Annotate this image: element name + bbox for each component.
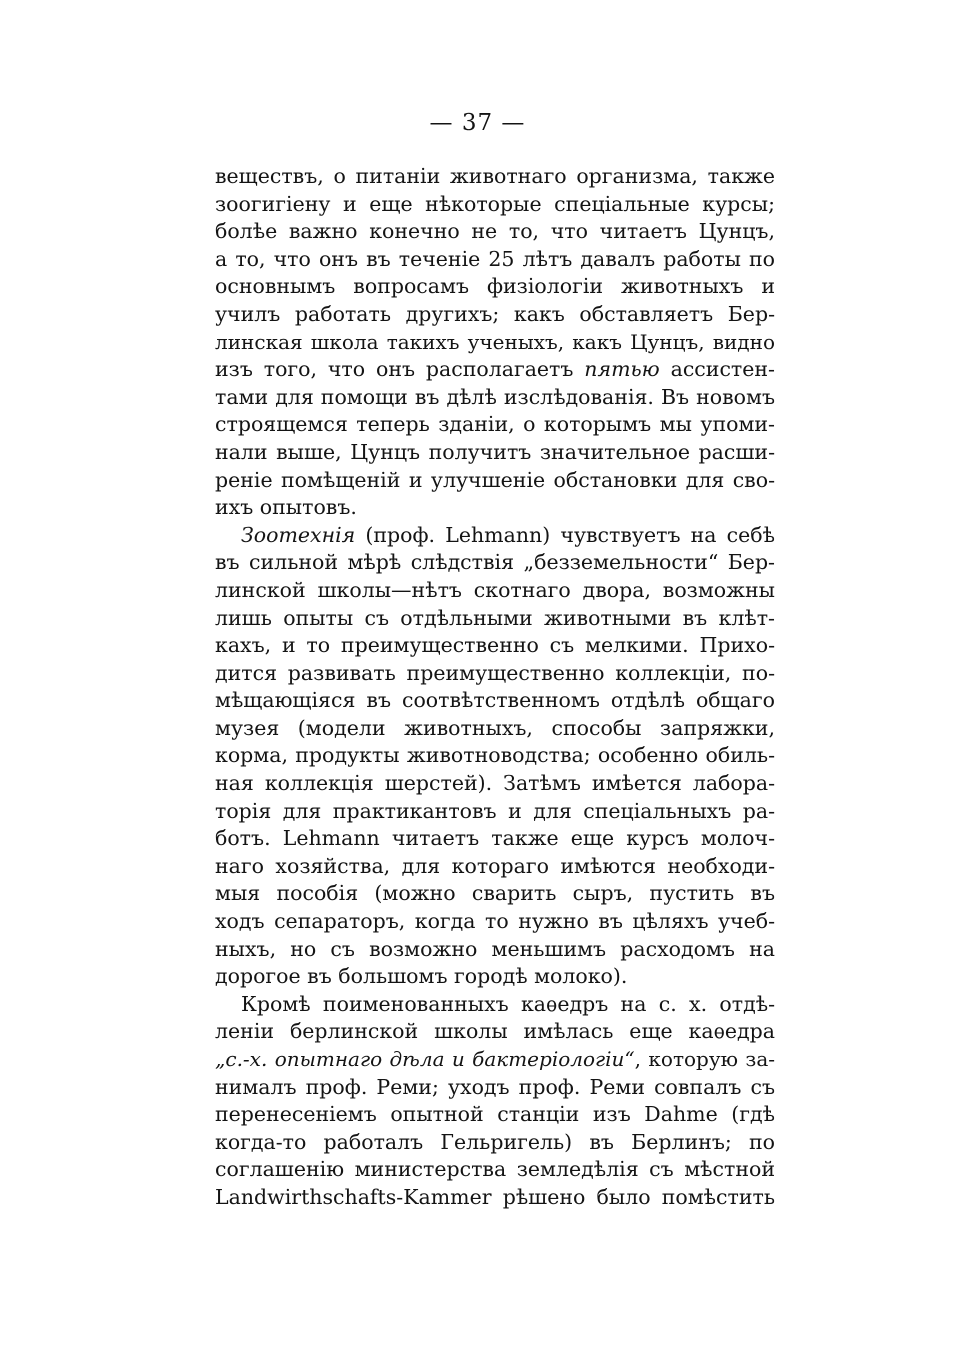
text-line: кахъ, и то преимущественно съ мелкими. Прихо- (215, 633, 775, 658)
text-line: а то, что онъ въ теченіе 25 лѣтъ давалъ работы по (215, 246, 775, 271)
text-line: нали выше, Цунцъ получитъ значительное расши- (215, 439, 775, 464)
text-line: веществъ, о питаніи животнаго организма, также (215, 164, 775, 188)
text-line: перенесеніемъ опытной станціи изъ Dahme (гдѣ (215, 1102, 775, 1127)
text-line: ходъ сепараторъ, когда то нужно въ цѣляхъ учеб- (215, 909, 775, 934)
text-line: наго хозяйства, для котораго имѣются необходи- (215, 853, 775, 878)
italic-emphasis: „с.-х. опытнаго дѣла и бактеріологіи“ (215, 1047, 635, 1071)
text-line: Landwirthschafts-Kammer рѣшено было помѣстить (215, 1184, 775, 1209)
text-line: леніи берлинской школы имѣлась еще каѳедра (215, 1019, 775, 1044)
text-line: болѣе важно конечно не то, что читаетъ Цунцъ, (215, 219, 775, 244)
text-line: дорогое въ большомъ городѣ молоко). (215, 964, 628, 989)
text-line: ихъ опытовъ. (215, 495, 357, 520)
text-line: основнымъ вопросамъ физіологіи животныхъ и (215, 274, 775, 299)
text-run: ассистен- (659, 357, 775, 382)
text-line: реніе помѣщеній и улучшеніе обстановки для сво- (215, 467, 775, 492)
text-line: въ сильной мѣрѣ слѣдствія „безземельности“ Бер- (215, 550, 775, 575)
text-run: изъ того, что онъ располагаетъ (215, 357, 585, 382)
text-line: мыя пособія (можно сварить сыръ, пустить въ (215, 881, 775, 906)
text-run: (проф. Lehmann) чувствуетъ на себѣ (355, 522, 775, 547)
text-line: дится развивать преимущественно коллекціи, по- (215, 660, 775, 685)
text-line: зоогигіену и еще нѣкоторые спеціальные курсы; (215, 191, 775, 216)
text-line: ботъ. Lehmann читаетъ также еще курсъ молоч- (215, 826, 775, 851)
text-line: тами для помощи въ дѣлѣ изслѣдованія. Въ новомъ (215, 384, 775, 409)
text-line: училъ работать другихъ; какъ обставляетъ Бер- (215, 301, 775, 326)
text-line: нималъ проф. Реми; уходъ проф. Реми совпалъ съ (215, 1074, 775, 1099)
text-run: , которую за- (634, 1047, 776, 1071)
text-line (215, 522, 775, 550)
text-line: линской школы—нѣтъ скотнаго двора, возможны (215, 577, 775, 602)
text-line: соглашенію министерства земледѣлія съ мѣстной (215, 1157, 775, 1182)
text-line: лишь опыты съ отдѣльными животными въ клѣт- (215, 605, 775, 630)
text-line: ныхъ, но съ возможно меньшимъ расходомъ на (215, 936, 775, 961)
page-number: — 37 — (429, 110, 526, 136)
text-line: строящемся теперь зданіи, о которымъ мы упоми- (215, 412, 775, 437)
text-line: корма, продукты животноводства; особенно обиль- (215, 743, 775, 768)
italic-emphasis: пятью (584, 357, 660, 382)
text-line (215, 356, 775, 384)
text-line: ная коллекція шерстей). Затѣмъ имѣется лабора- (215, 771, 775, 796)
text-line: линская школа такихъ ученыхъ, какъ Цунцъ, видно (215, 329, 775, 354)
section-heading-zootechnia: Зоотехнія (241, 522, 356, 547)
body-text (215, 163, 775, 1212)
text-line: торія для практикантовъ и для спеціальныхъ ра- (215, 798, 775, 823)
text-line: Кромѣ поименованныхъ каѳедръ на с. х. отдѣ- (241, 991, 775, 1016)
text-line: музея (модели животныхъ, способы запряжки, (215, 715, 775, 740)
text-line: когда-то работалъ Гельригель) въ Берлинъ; по (215, 1129, 775, 1154)
text-line: мѣщающіяся въ соотвѣтственномъ отдѣлѣ общаго (215, 688, 775, 713)
text-line (215, 1046, 775, 1074)
